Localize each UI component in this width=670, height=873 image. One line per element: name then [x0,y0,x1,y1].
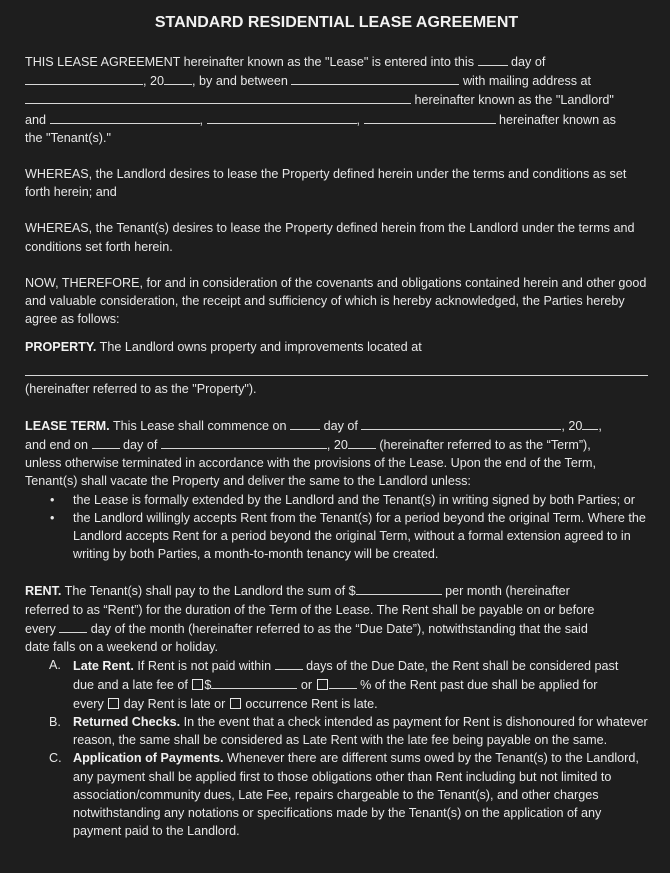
lease-term-heading: LEASE TERM. [25,418,110,433]
late-fee-amount-blank[interactable] [211,675,297,689]
year-blank[interactable] [164,71,192,85]
tenant-2-blank[interactable] [207,110,357,124]
flat-fee-checkbox[interactable] [192,679,203,690]
list-item: • the Landlord willingly accepts Rent from the Tenant(s) for a period beyond the original Term. Where the Landlord accepts Rent for a period beyond the original Term, without a formal extension agreed to in writing by both Parties, a month-to-month tenancy will be created. [25,509,648,564]
start-year-blank[interactable] [582,416,598,430]
whereas-tenant: WHEREAS, the Tenant(s) desires to lease the Property defined herein from the Landlord under the terms and conditions set forth herein. [25,221,635,254]
property-address-blank[interactable] [25,357,648,376]
month-blank[interactable] [25,71,143,85]
start-month-blank[interactable] [361,416,561,430]
end-month-blank[interactable] [161,435,327,449]
late-rent-clause: A. Late Rent. If Rent is not paid within days of the Due Date, the Rent shall be considered past due and a late fee of $ or % of the Rent past due shall be applied for every day Rent is late or occurrence Rent is late. [49,658,619,711]
rent-amount-blank[interactable] [356,581,442,595]
property-heading: PROPERTY. [25,340,97,355]
landlord-address-blank[interactable] [25,90,411,104]
late-fee-percent-blank[interactable] [329,675,357,689]
tenant-3-blank[interactable] [364,110,496,124]
lease-term-conditions [25,491,648,564]
per-day-checkbox[interactable] [108,698,119,709]
end-day-blank[interactable] [92,435,120,449]
percent-fee-checkbox[interactable] [317,679,328,690]
start-day-blank[interactable] [290,416,320,430]
application-of-payments-clause: C. Application of Payments. Whenever there are different sums owed by the Tenant(s) to the Landlord, any payment shall be applied first to those obligations other than Rent including but not limited to association/community dues, Late Fee, repairs chargeable to the Tenant(s), and other charges notwithstanding any notations or specifications made by the Tenant(s) on the application of any payment paid to the Landlord. [49,751,639,839]
list-item: • the Lease is formally extended by the Landlord and the Tenant(s) in writing signed by both Parties; or [25,491,648,509]
day-blank[interactable] [478,52,508,66]
lease-term-section: LEASE TERM. This Lease shall commence on day of , 20 , and end on day of , 20 (hereinafter referred to as the “Term”), unless otherwise terminated in accordance with the provisions of the Lease. Upon the end of the Term, Tenant(s) shall vacate the Property and deliver the same to the Landlord unless: • the Lease is formally extended by the Landlord and the Tenant(s) in writing signed by both Parties; or • the Landlord willingly accepts Rent from the Tenant(s) for a period beyond the original Term. Where the Landlord accepts Rent for a period beyond the original Term, without a formal extension agreed to in writing by both Parties, a month-to-month tenancy will be created. [25,416,648,564]
document-title: STANDARD RESIDENTIAL LEASE AGREEMENT [154,14,519,31]
rent-section: RENT. The Tenant(s) shall pay to the Landlord the sum of $ per month (hereinafter referred to as “Rent”) for the duration of the Term of the Lease. The Rent shall be payable on or before every day of the month (hereinafter referred to as the “Due Date”), notwithstanding that the said date falls on a weekend or holiday. A. Late Rent. If Rent is not paid within days of the Due Date, the Rent shall be considered past due and a late fee of $ or % of the Rent past due shall be applied for every day Rent is late or occurrence Rent is late. B. Returned Checks. In the event that a check intended as payment for Rent is dishonoured for whatever reason, the same shall be considered as Late Rent with the late fee being payable on the same. C. Application of Payments. Whenever there are different sums owed by the Tenant(s) to the Landlord, any payment shall be applied first to those obligations other than Rent including but not limited to association/community dues, Late Fee, repairs chargeable to the Tenant(s), and other charges notwithstanding any notations or specifications made by the Tenant(s) on the application of any payment paid to the Landlord. [25,581,648,840]
end-year-blank[interactable] [348,435,376,449]
due-day-blank[interactable] [59,619,87,633]
late-days-blank[interactable] [275,656,303,670]
rent-subclauses [25,656,648,840]
per-occurrence-checkbox[interactable] [230,698,241,709]
now-therefore-clause: NOW, THEREFORE, for and in consideration of the covenants and obligations contained herein and other good and valuable consideration, the receipt and sufficiency of which is hereby acknowledged, the Parties hereby agree as follows: [25,275,647,327]
rent-heading: RENT. [25,584,62,599]
tenant-1-blank[interactable] [50,110,200,124]
property-section: PROPERTY. The Landlord owns property and improvements located at (hereinafter referred to as the "Property"). [25,338,648,397]
returned-checks-clause: B. Returned Checks. In the event that a check intended as payment for Rent is dishonoured for whatever reason, the same shall be considered as Late Rent with the late fee being payable on the same. [49,714,648,748]
landlord-name-blank[interactable] [291,71,459,85]
intro-paragraph: THIS LEASE AGREEMENT hereinafter known as the "Lease" is entered into this day of , 20 , by and between with mailing address at hereinafter known as the "Landlord" and , , hereinafter known as the "Tenant(s)." [25,52,648,147]
whereas-landlord: WHEREAS, the Landlord desires to lease the Property defined herein under the terms and conditions as set forth herein; and [25,167,627,200]
